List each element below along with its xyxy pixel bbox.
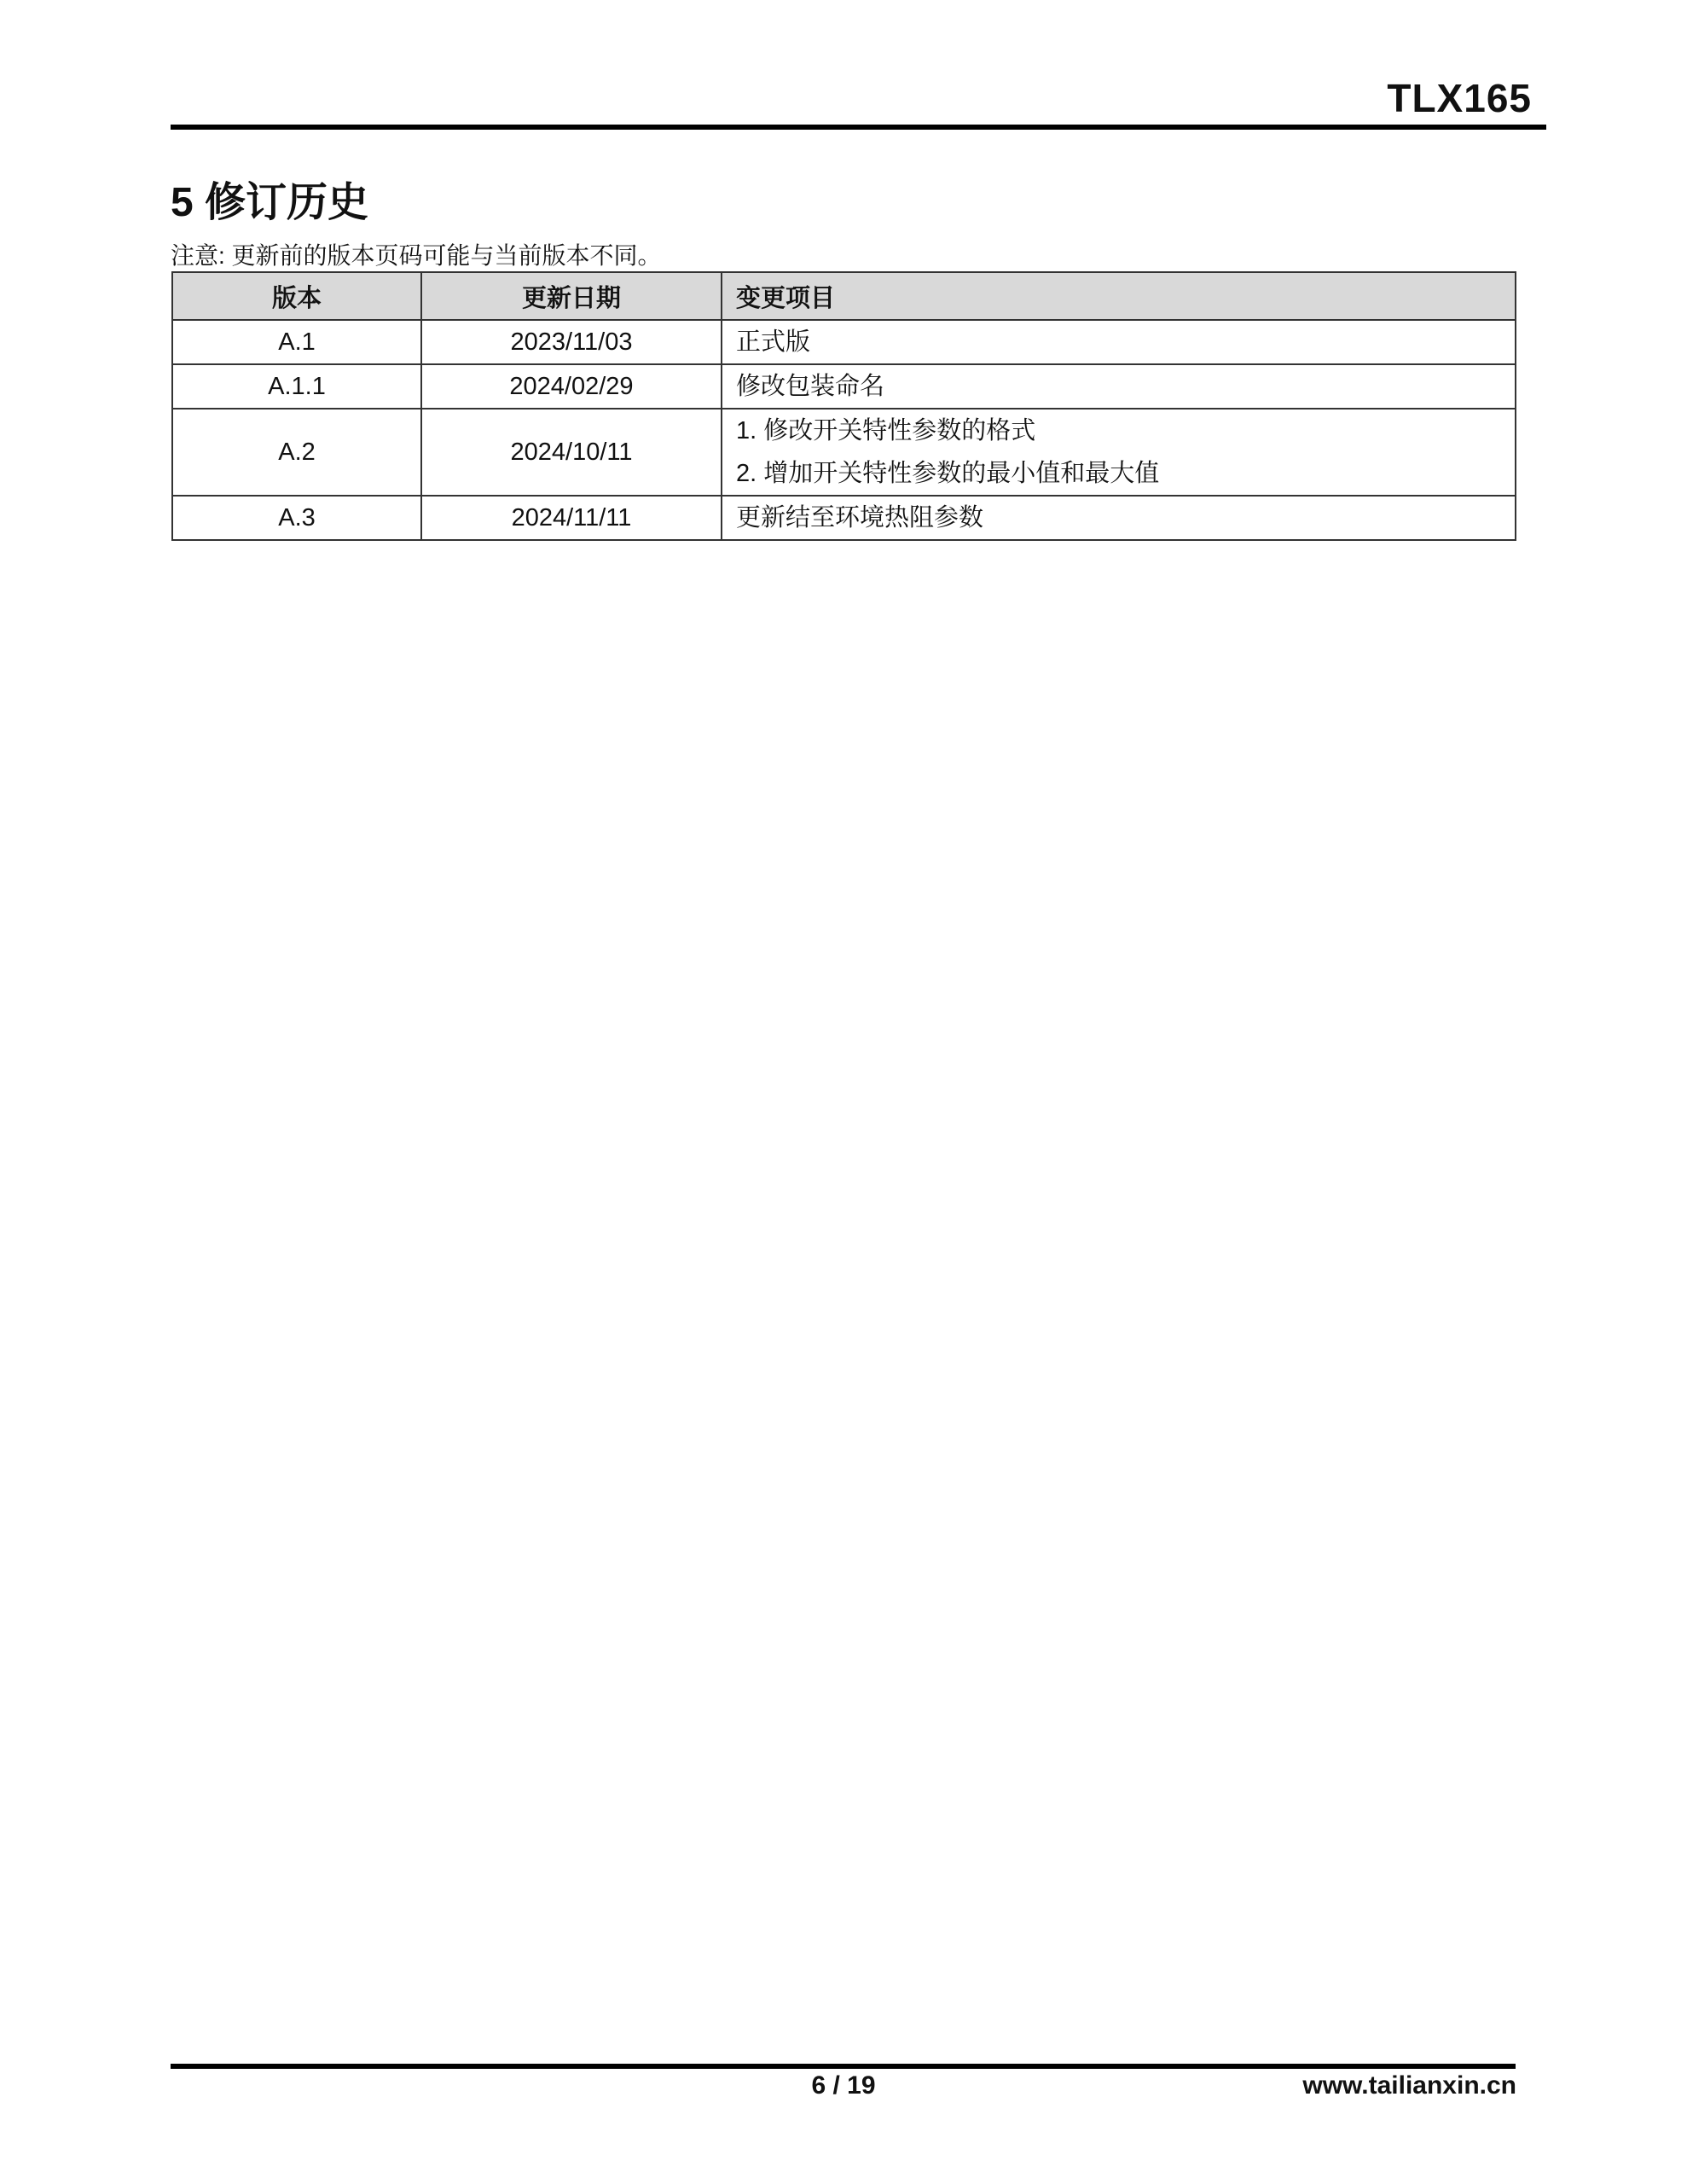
date-cell: 2024/10/11 (421, 409, 722, 496)
table-header-row (172, 272, 1516, 320)
company-website: www.tailianxin.cn (1302, 2071, 1516, 2100)
version-cell: A.3 (172, 496, 421, 540)
header-divider (171, 125, 1546, 130)
version-cell: A.2 (172, 409, 421, 496)
change-item: 修改包装命名 (736, 373, 885, 400)
version-cell: A.1.1 (172, 364, 421, 409)
date-cell: 2024/02/29 (421, 364, 722, 409)
date-cell: 2024/11/11 (421, 496, 722, 540)
page-number: 6 / 19 (811, 2071, 876, 2100)
change-item: 正式版 (736, 328, 811, 356)
change-item: 2. 增加开关特性参数的最小值和最大值 (736, 460, 1160, 487)
changes-cell (722, 364, 1516, 409)
table-row (172, 496, 1516, 540)
section-heading: 5 修订历史 (171, 180, 369, 225)
table-row (172, 320, 1516, 364)
footer-divider (171, 2064, 1516, 2069)
version-cell: A.1 (172, 320, 421, 364)
table-row (172, 364, 1516, 409)
changes-cell (722, 409, 1516, 496)
document-part-number: TLX165 (1387, 76, 1532, 120)
table-row (172, 409, 1516, 496)
change-item: 1. 修改开关特性参数的格式 (736, 417, 1036, 444)
revision-history-table (171, 271, 1516, 541)
changes-cell (722, 496, 1516, 540)
changes-cell (722, 320, 1516, 364)
revision-note: 注意: 更新前的版本页码可能与当前版本不同。 (171, 242, 662, 269)
column-header-version: 版本 (172, 272, 421, 320)
date-cell: 2023/11/03 (421, 320, 722, 364)
column-header-date: 更新日期 (421, 272, 722, 320)
column-header-changes: 变更项目 (722, 272, 1516, 320)
change-item: 更新结至环境热阻参数 (736, 504, 984, 531)
